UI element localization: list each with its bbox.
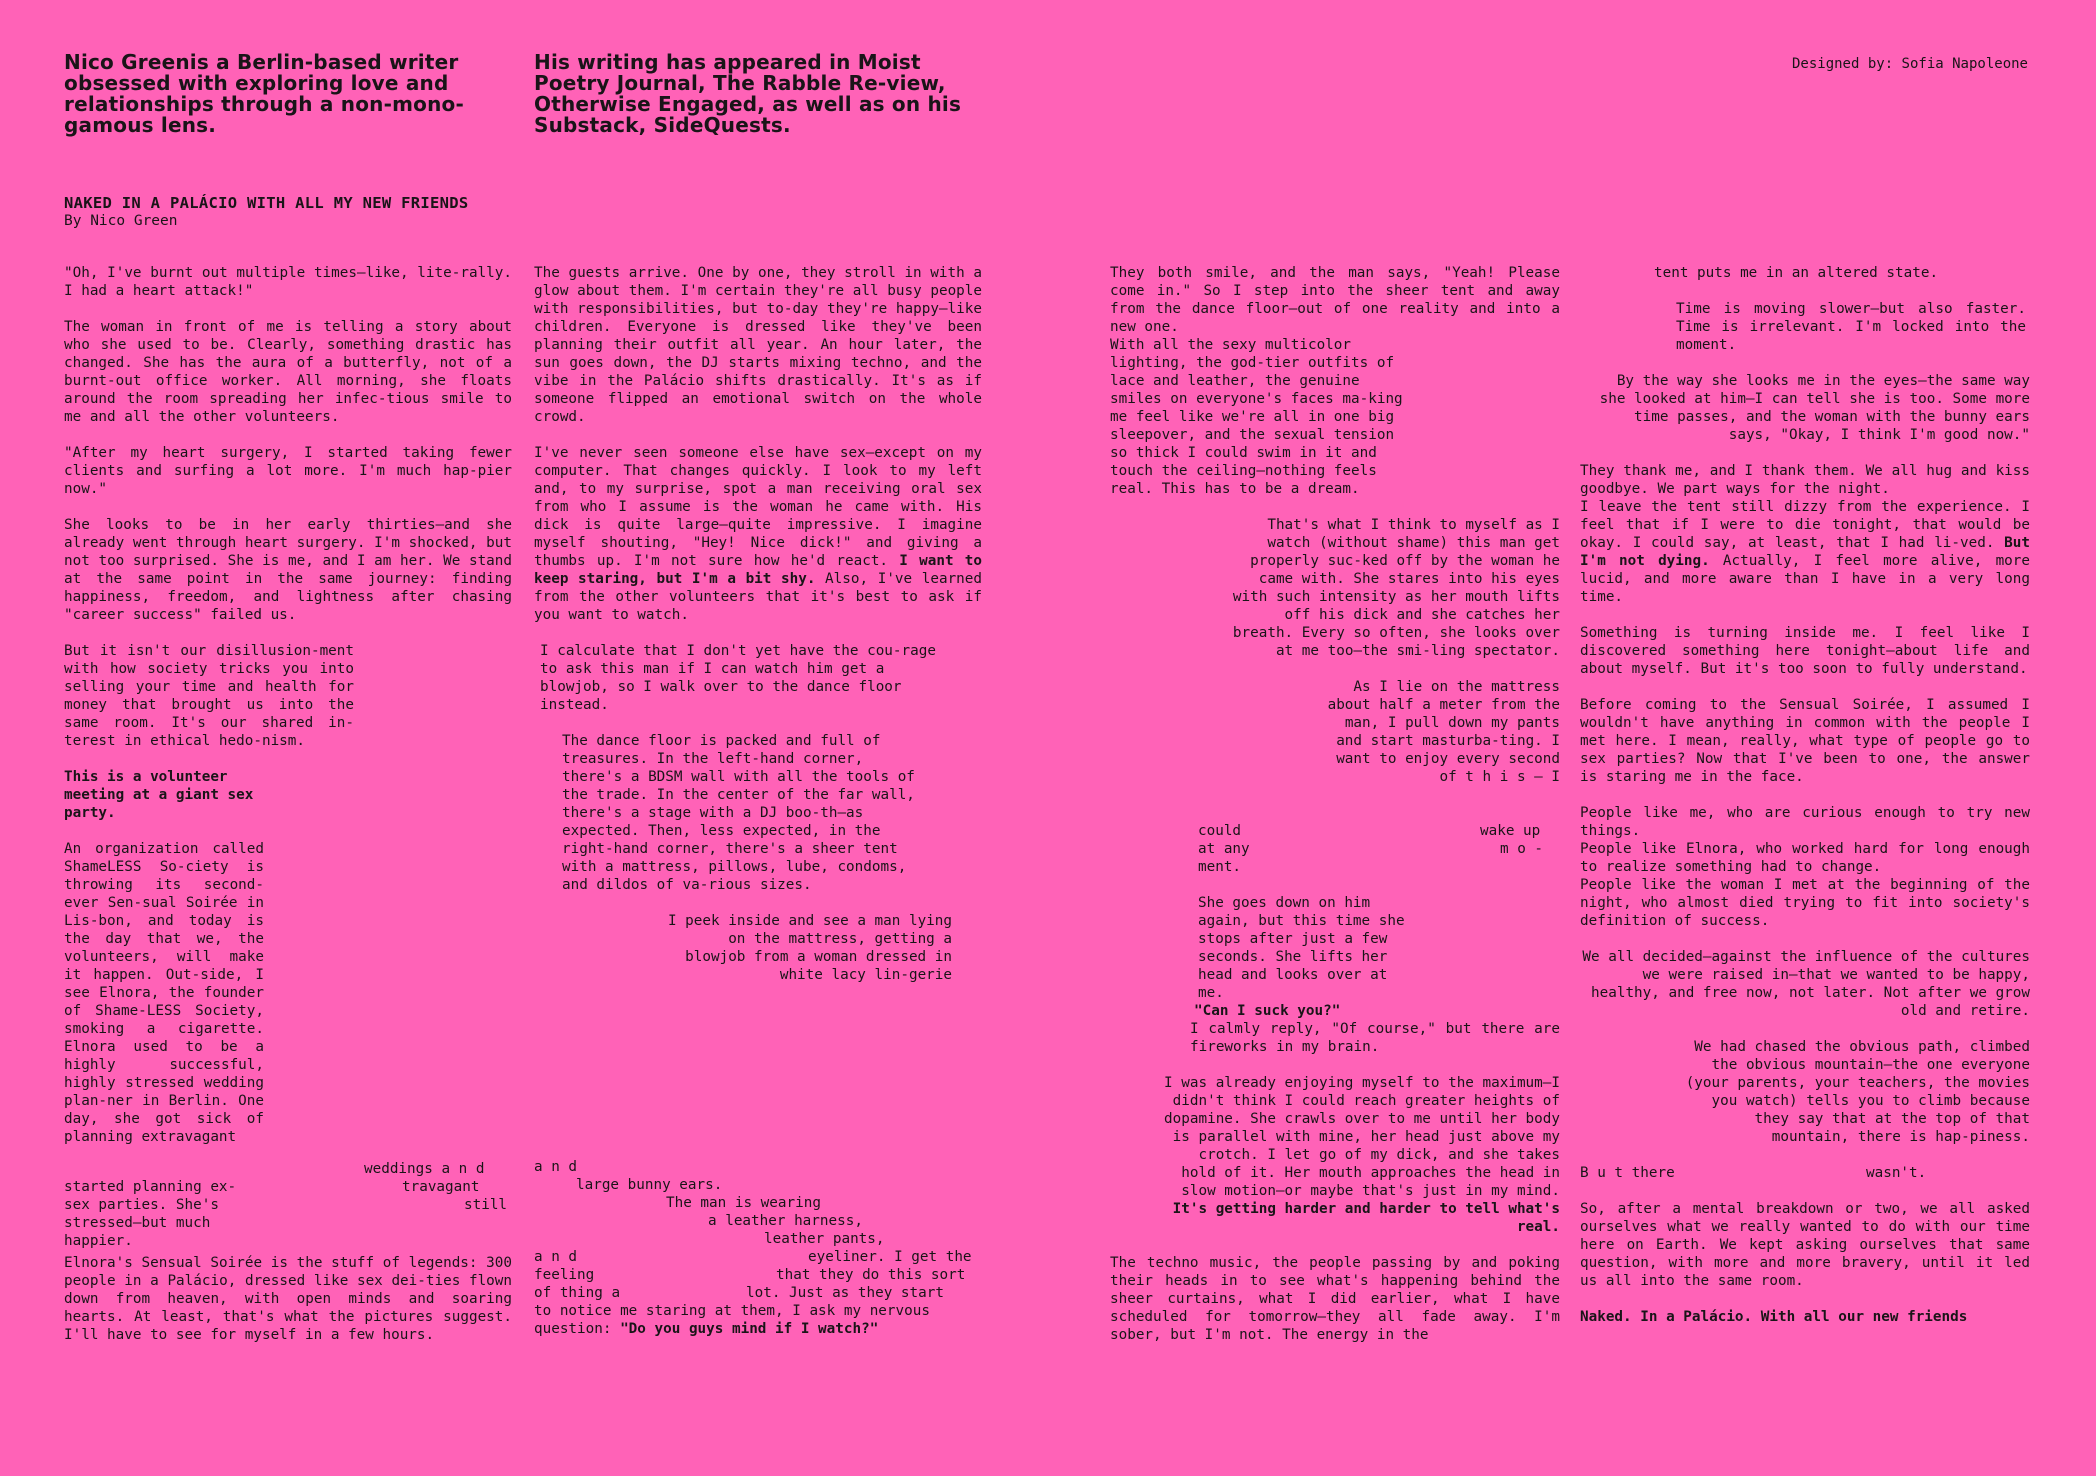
author-bio: Nico Greenis a Berlin-based writer obsessed with exploring love and relationships through a non-mono-gamous lens. — [64, 50, 464, 137]
paragraph-line: leather pants, — [764, 1231, 885, 1247]
shaped-paragraph — [64, 840, 512, 1254]
column-2 — [534, 264, 982, 1358]
emphasis: I want to keep staring, but I'm a bit shy. — [534, 553, 982, 587]
column-1 — [64, 264, 512, 1362]
paragraph: Something is turning inside me. I feel like I discovered something here tonight—about life and about myself. But it's too soon to fully understand. — [1580, 625, 2030, 677]
paragraph-line: a n d — [534, 1249, 578, 1265]
paragraph: An organization called ShameLESS So-ciety is throwing its second-ever Sen-sual Soirée in Lis-bon, and today is the day that we, the volunteers, will make it happen. Out-side, I see Elnora, the founder of Shame-LESS Society, smoking a cigarette. Elnora used to be a highly successful, highly stressed wedding plan-ner in Berlin. One day, she got sick of planning extravagant — [64, 841, 264, 1145]
paragraph: Time is moving slower—but also faster. Time is irrelevant. I'm locked into the moment. — [1676, 301, 2026, 353]
paragraph-line: sex parties. She's — [64, 1197, 219, 1213]
paragraph: People like me, who are curious enough to try new things. — [1580, 805, 2030, 839]
paragraph: People like Elnora, who worked hard for long enough to realize something had to change. — [1580, 841, 2030, 875]
paragraph: I calmly reply, "Of course," but there are fireworks in my brain. — [1190, 1021, 1560, 1055]
paragraph — [534, 444, 982, 624]
paragraph-line: eyeliner. I get the — [808, 1249, 972, 1265]
paragraph-text: I've never seen someone else have sex—except on my computer. That changes quickly. I look to my left and, to my surprise, spot a man receiving oral sex from who I assume is the woman he came with. His dick is quite large—quite impressive. I imagine myself shouting, "Hey! Nice dick!" and giving a thumbs up. I'm not sure how he'd react. — [534, 445, 982, 569]
paragraph: They thank me, and I thank them. We all hug and kiss goodbye. We part ways for the night. — [1580, 463, 2030, 497]
paragraph: But it isn't our disillusion-ment with how society tricks you into selling your time and health for money that brought us into the same room. It's our shared in-terest in ethical hedo-nism. — [64, 643, 354, 749]
paragraph-line: large bunny ears. — [576, 1177, 723, 1193]
paragraph-line: of thing a — [534, 1285, 621, 1301]
paragraph: She goes down on him again, but this time she stops after just a few seconds. She lifts her head and looks over at me. — [1198, 895, 1405, 1001]
designer-credit: Designed by: Sofia Napoleone — [1791, 56, 2028, 72]
paragraph: So, after a mental breakdown or two, we all asked ourselves what we really wanted to do with our time here on Earth. We kept asking ourselves that same question, with more and more bravery, until it led us all into the same room. — [1580, 1201, 2030, 1289]
paragraph: "After my heart surgery, I started taking fewer clients and surfing a lot more. I'm much hap-pier now." — [64, 445, 512, 497]
paragraph-text: Actually, I feel more alive, more lucid, and more aware than I have in a very long time. — [1580, 553, 2030, 605]
article-byline: By Nico Green — [64, 213, 178, 229]
paragraph-text: wasn't. — [1866, 1165, 1927, 1181]
paragraph: With all the sexy multicolor lighting, the god-tier outfits of lace and leather, the genuine smiles on everyone's faces ma-king me feel like we're all in one big sleepover, and the sexual tension so thick I could swim in it and touch the ceiling—nothing feels real. This has to be a dream. — [1110, 337, 1403, 497]
paragraph-line: could — [1198, 823, 1242, 839]
paragraph: People like the woman I met at the beginning of the night, who almost died trying to fit into society's definition of success. — [1580, 877, 2030, 929]
paragraph: They both smile, and the man says, "Yeah! Please come in." So I step into the sheer tent and away from the dance floor—out of one reality and into a new one. — [1110, 265, 1560, 335]
paragraph: The woman in front of me is telling a story about who she used to be. Clearly, something drastic has changed. She has the aura of a butterfly, not of a burnt-out office worker. All morning, she floats around the room spreading her infec-tious smile to me and all the other volunteers. — [64, 319, 512, 425]
paragraph: We had chased the obvious path, climbed the obvious mountain—the one everyone (your parents, your teachers, the movies you watch) tells you to climb because they say that at the top of that mountain, there is hap-piness. — [1685, 1039, 2030, 1145]
column-4 — [1580, 264, 2030, 1344]
paragraph: "Oh, I've burnt out multiple times—like, lite-rally. I had a heart attack!" — [64, 265, 512, 299]
paragraph-line: a leather harness, — [708, 1213, 863, 1229]
paragraph-line: The man is wearing — [666, 1195, 821, 1211]
paragraph-line: a n d — [534, 1159, 578, 1175]
paragraph: The dance floor is packed and full of treasures. In the left-hand corner, there's a BDSM wall with all the tools of the trade. In the center of the far wall, there's a stage with a DJ boo-th—as expected. Then, less expected, in the right-hand corner, there's a sheer tent with a mattress, pillows, lube, condoms, and dildos of va-rious sizes. — [562, 733, 915, 893]
paragraph-text: Also, I've learned from the other volunteers that it's best to ask if you want to watch. — [534, 571, 982, 623]
paragraph: tent puts me in an altered state. — [1654, 265, 1939, 281]
emphasis: "Do you guys mind if I watch?" — [620, 1321, 879, 1337]
paragraph-fragment: weddings a n d — [364, 1161, 485, 1177]
paragraph-line: lot. Just as they start — [746, 1285, 944, 1301]
paragraph-line — [534, 1302, 982, 1338]
shaped-paragraph — [1110, 678, 1560, 875]
pull-quote: This is a volunteer meeting at a giant sex party. — [64, 769, 254, 821]
paragraph-line: wake up — [1480, 823, 1541, 839]
paragraph-line: started planning ex- — [64, 1179, 237, 1195]
paragraph-line: at any — [1198, 841, 1250, 857]
paragraph: We all decided—against the influence of the cultures we were raised in—that we wanted to be happy, healthy, and free now, not later. Not after we grow old and retire. — [1582, 949, 2030, 1019]
paragraph-text: I was already enjoying myself to the maximum—I didn't think I could reach greater heights of dopamine. She crawls over to me until her body is parallel with mine, her head just above my crotch. I let go of my dick, and she takes hold of it. Her mouth approaches the head in slow motion—or maybe that's just in my mind. — [1164, 1075, 1560, 1199]
article-title: NAKED IN A PALÁCIO WITH ALL MY NEW FRIENDS — [64, 194, 469, 212]
paragraph: The techno music, the people passing by and poking their heads in to see what's happening behind the sheer curtains, what I did earlier, what I have scheduled for tomorrow—they all fade away. I'm sober, but I'm not. The energy in the — [1110, 1255, 1560, 1343]
author-publications: His writing has appeared in Moist Poetry Journal, The Rabble Re-view, Otherwise Engaged, as well as on his Substack, SideQuests. — [534, 50, 962, 137]
paragraph: That's what I think to myself as I watch (without shame) this man get properly suc-ked off by the woman he came with. She stares into his eyes with such intensity as her mouth lifts off his dick and she catches her breath. Every so often, she looks over at me too—the smi-ling spectator. — [1232, 517, 1560, 659]
paragraph-text: I leave the tent still dizzy from the experience. I feel that if I were to die tonight, that would be okay. I could say, at least, that I had li-ved. — [1580, 499, 2030, 551]
closing-line: Naked. In a Palácio. With all our new friends — [1580, 1309, 1968, 1325]
shaped-paragraph — [534, 1158, 982, 1358]
paragraph: By the way she looks me in the eyes—the same way she looked at him—I can tell she is too. Some more time passes, and the woman with the bunny ears says, "Okay, I think I'm good now." — [1599, 373, 2030, 443]
paragraph-line: stressed—but much happier. — [64, 1215, 211, 1249]
quoted-question: "Can I suck you?" — [1194, 1003, 1341, 1019]
column-3 — [1110, 264, 1560, 1362]
paragraph: The guests arrive. One by one, they stroll in with a glow about them. I'm certain they're all busy people with responsibilities, but to-day they're happy—like children. Everyone is dressed like they've been planning their outfit all year. An hour later, the sun goes down, the DJ starts mixing techno, and the vibe in the Palácio shifts drastically. It's as if someone flipped an emotional switch on the whole crowd. — [534, 265, 982, 425]
paragraph: Elnora's Sensual Soirée is the stuff of legends: 300 people in a Palácio, dressed like sex dei-ties flown down from heaven, with open minds and soaring hearts. At least, that's what the pictures suggest. I'll have to see for myself in a few hours. — [64, 1255, 512, 1343]
paragraph-line: feeling — [534, 1267, 595, 1283]
paragraph-fragment: still — [464, 1197, 508, 1213]
paragraph: I peek inside and see a man lying on the mattress, getting a blowjob from a woman dressed in white lacy lin-gerie — [667, 913, 952, 983]
paragraph: I calculate that I don't yet have the cou-rage to ask this man if I can watch him get a blowjob, so I walk over to the dance floor instead. — [540, 643, 936, 713]
paragraph: Before coming to the Sensual Soirée, I assumed I wouldn't have anything in common with the people I met here. I mean, really, what type of people go to sex parties? Now that I've been to one, the answer is staring me in the face. — [1580, 697, 2030, 785]
paragraph — [1580, 1164, 2030, 1182]
paragraph-text: B u t there — [1580, 1165, 1675, 1181]
paragraph-text: to notice me staring at them, I ask my nervous question: — [534, 1303, 930, 1337]
paragraph-line: ment. — [1198, 859, 1242, 875]
paragraph-line: that they do this sort — [776, 1267, 966, 1283]
paragraph — [1580, 498, 2030, 606]
paragraph-line: m o - — [1500, 841, 1544, 857]
paragraph — [1160, 1074, 1560, 1236]
paragraph-fragment: travagant — [402, 1179, 480, 1195]
emphasis: But I'm not dying. — [1580, 535, 2030, 569]
paragraph: As I lie on the mattress about half a meter from the man, I pull down my pants and start masturba-ting. I want to enjoy every second of t h i s — I — [1327, 679, 1560, 785]
emphasis: It's getting harder and harder to tell what's real. — [1172, 1201, 1560, 1235]
paragraph: She looks to be in her early thirties—and she already went through heart surgery. I'm shocked, but not too surprised. She is me, and I am her. We stand at the same point in the same journey: finding happiness, freedom, and lightness after chasing "career success" failed us. — [64, 517, 512, 623]
